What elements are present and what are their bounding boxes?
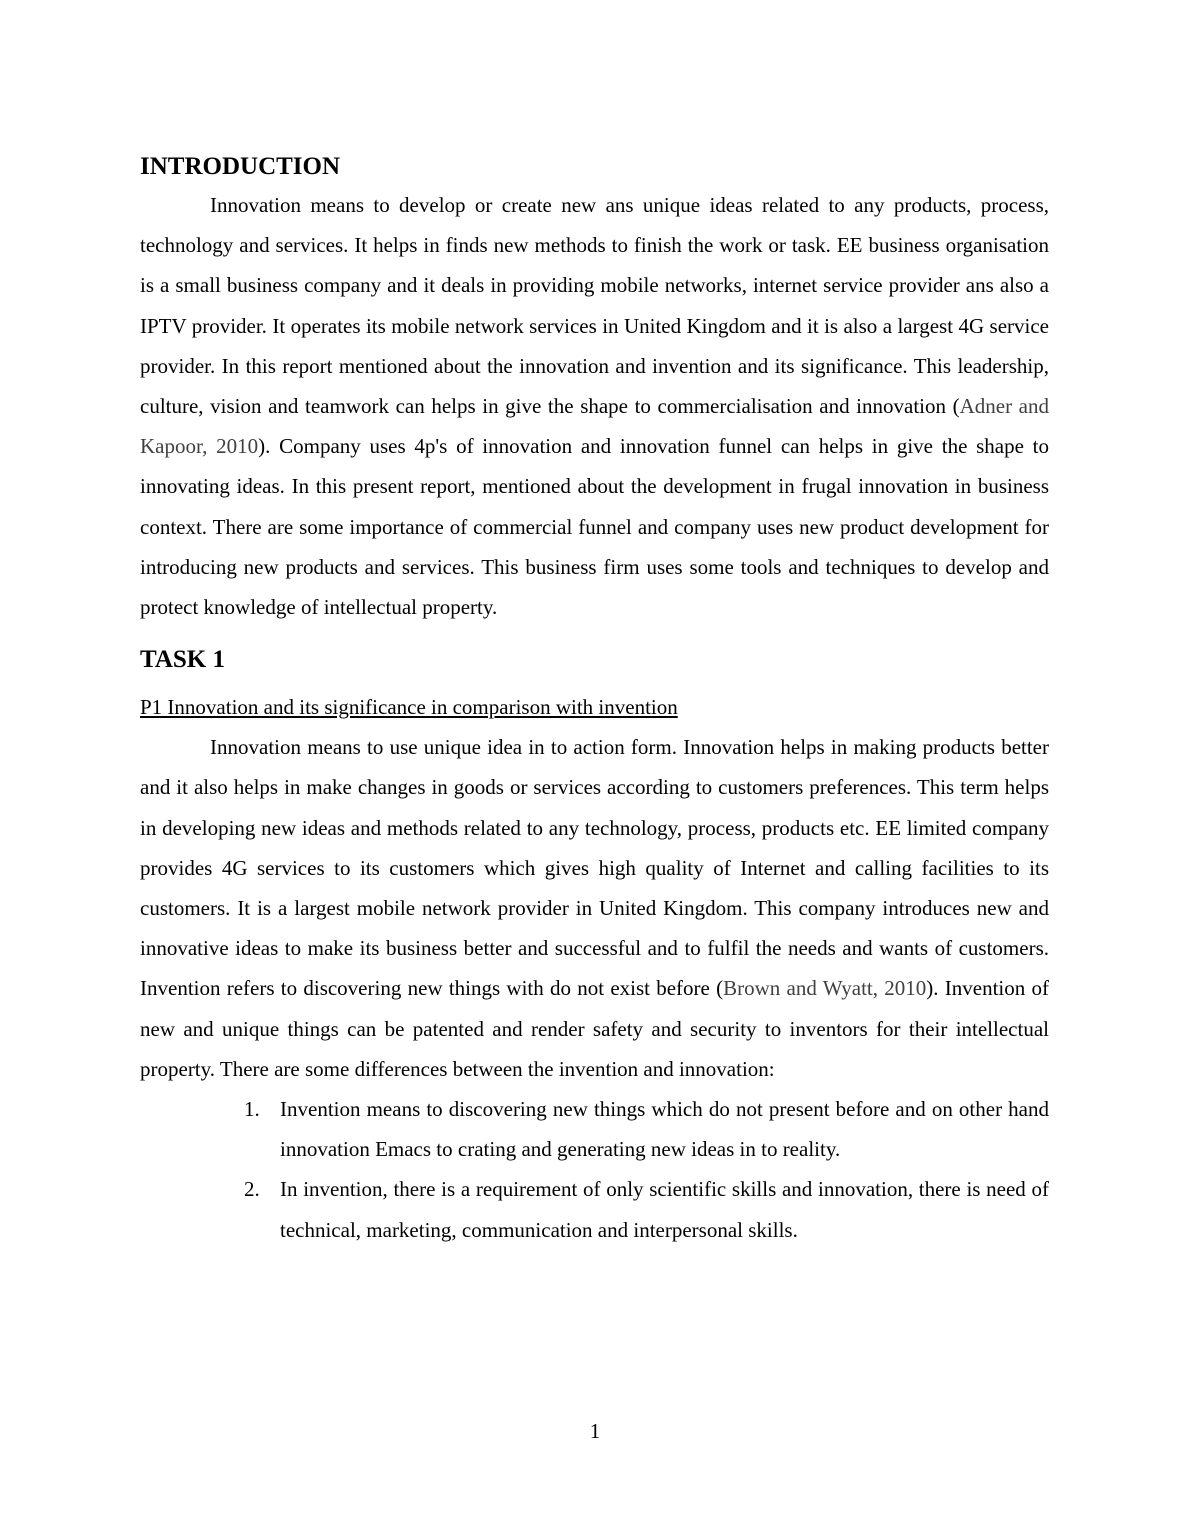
list-item — [244, 1089, 1049, 1169]
list-item-text: Invention means to discovering new things which do not present before and on other hand innovation Emacs to crating and generating new ideas in to reality. — [280, 1097, 1049, 1162]
page-number: 1 — [589, 1419, 601, 1443]
p1-subheading: P1 Innovation and its significance in comparison with invention — [140, 695, 678, 720]
introduction-paragraph — [140, 185, 1049, 627]
citation-brown-wyatt: Brown and Wyatt, 2010 — [723, 976, 927, 1001]
task-1-paragraph — [140, 727, 1049, 1089]
list-item-text: In invention, there is a requirement of only scientific skills and innovation, there is need of technical, marketing, communication and interpersonal skills. — [280, 1177, 1049, 1242]
list-item-number: 1. — [244, 1097, 260, 1122]
list-item — [244, 1169, 1049, 1249]
task-1-text-part-2: ). Invention of new and unique things can be patented and render safety and security to inventors for their intellectual property. There are some differences between the invention and innovation: — [140, 976, 1049, 1081]
differences-list — [140, 1089, 1049, 1250]
introduction-heading: INTRODUCTION — [140, 153, 341, 180]
introduction-text-part-2: ). Company uses 4p's of innovation and innovation funnel can helps in give the shape to innovating ideas. In this present report, mentioned about the development in frugal innovation in business context. There are some importance of commercial funnel and company uses new product development for introducing new products and services. This business firm uses some tools and techniques to develop and protect knowledge of intellectual property. — [140, 434, 1049, 620]
task-1-text-part-1: Innovation means to use unique idea in to action form. Innovation helps in making products better and it also helps in make changes in goods or services according to customers preferences. This term helps in developing new ideas and methods related to any technology, process, products etc. EE limited company provides 4G services to its customers which gives high quality of Internet and calling facilities to its customers. It is a largest mobile network provider in United Kingdom. This company introduces new and innovative ideas to make its business better and successful and to fulfil the needs and wants of customers. Invention refers to discovering new things with do not exist before ( — [140, 735, 1049, 1001]
task-1-heading: TASK 1 — [140, 646, 225, 674]
list-item-number: 2. — [244, 1177, 260, 1202]
citation-adner-kapoor: Adner and Kapoor, 2010 — [140, 394, 1049, 459]
introduction-text-part-1: Innovation means to develop or create new ans unique ideas related to any products, process, technology and services. It helps in finds new methods to finish the work or task. EE business organisation is a small business company and it deals in providing mobile networks, internet service provider ans also a IPTV provider. It operates its mobile network services in United Kingdom and it is also a largest 4G service provider. In this report mentioned about the innovation and invention and its significance. This leadership, culture, vision and teamwork can helps in give the shape to commercialisation and innovation ( — [140, 193, 1049, 419]
document-page — [140, 150, 1049, 1250]
